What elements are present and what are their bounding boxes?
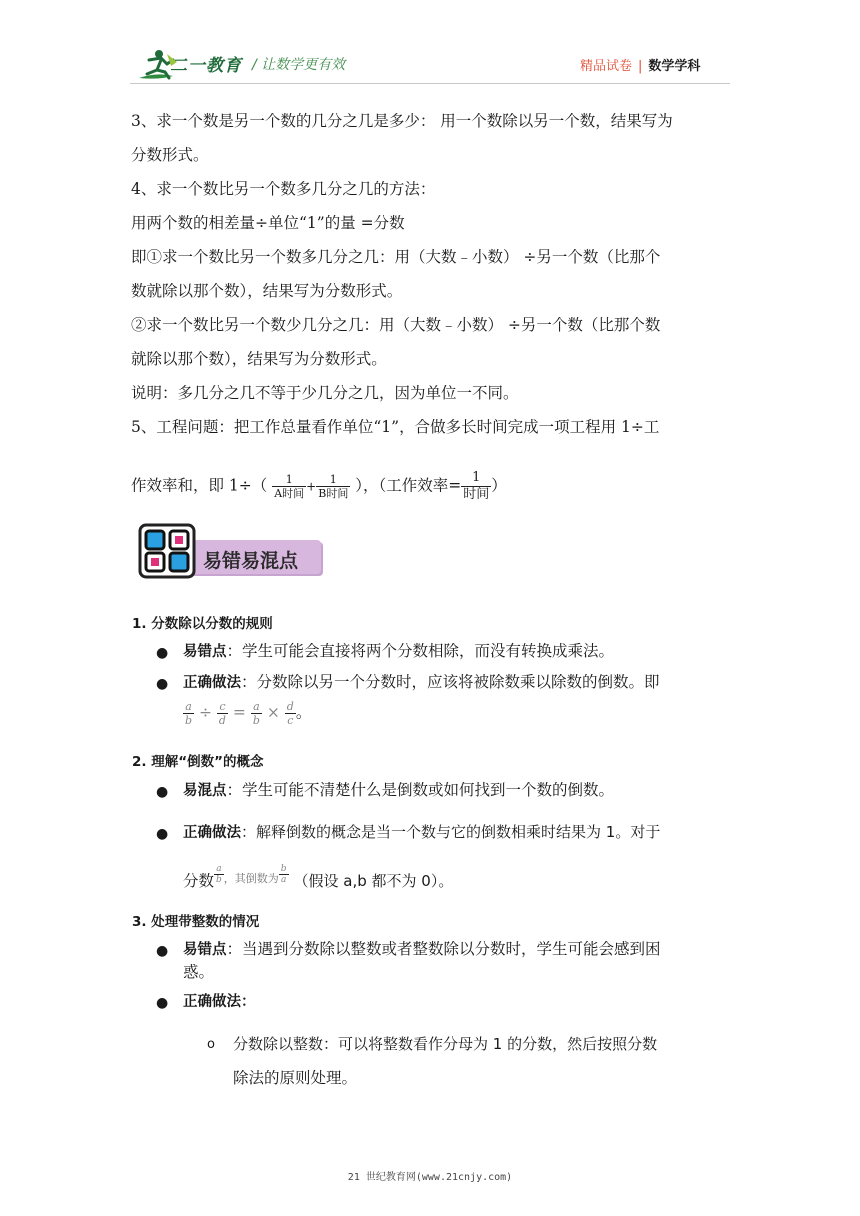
line11-part-c: ） <box>491 476 507 495</box>
numerator: d <box>286 700 294 713</box>
text-assumption: （假设 a,b 都不为 0）。 <box>293 872 454 890</box>
frac-b-over-a-small <box>279 864 289 885</box>
frac1-numerator: 1 <box>272 473 306 487</box>
label-error-point: 易错点 <box>183 644 227 660</box>
item-text: 分数除以整数：可以将整数看作分母为 1 的分数，然后按照分数 <box>233 1035 658 1053</box>
line11-part-b: ），（工作效率= <box>355 476 462 495</box>
frac3-numerator: 1 <box>461 470 491 487</box>
bullet-dot: ● <box>156 826 169 842</box>
period: 。 <box>295 703 312 722</box>
denominator: a <box>280 875 287 885</box>
frac1-denominator: A时间 <box>274 487 305 500</box>
equals-sign: = <box>232 703 246 722</box>
bullet-dot: ● <box>156 943 169 959</box>
page-header <box>0 0 860 84</box>
header-label-paper: 精品试卷 <box>580 59 633 74</box>
body-line-2: 分数形式。 <box>131 146 209 164</box>
list-item-3-1 <box>183 938 661 961</box>
list-item-3-1-cont: 惑。 <box>183 963 215 981</box>
item-heading-3: 3. 处理带整数的情况 <box>132 914 260 930</box>
denominator: d <box>218 714 226 727</box>
item-heading-1: 1. 分数除以分数的规则 <box>132 616 273 632</box>
body-line-7: ②求一个数比另一个数少几分之几：用（大数﹣小数） ÷另一个数（比那个数 <box>131 316 661 334</box>
sub-list-item-1-cont: 除法的原则处理。 <box>233 1069 358 1087</box>
label-confusion-point: 易混点 <box>183 783 227 799</box>
bullet-dot: ● <box>156 676 169 692</box>
sub-bullet-circle: o <box>207 1037 215 1052</box>
body-line-9: 说明：多几分之几不等于少几分之几，因为单位一不同。 <box>131 384 519 402</box>
numerator: a <box>251 700 262 714</box>
header-divider <box>130 83 730 84</box>
item-heading-2: 2. 理解“倒数”的概念 <box>132 754 264 770</box>
page-footer: 21 世纪教育网(www.21cnjy.com) <box>347 1172 513 1183</box>
denominator: b <box>185 714 193 727</box>
item-text: ：解释倒数的概念是当一个数与它的倒数相乘时结果为 1。对于 <box>241 823 661 841</box>
header-label-subject: 数学学科 <box>648 59 701 74</box>
list-item-2-1 <box>183 779 614 802</box>
bullet-dot: ● <box>156 995 169 1011</box>
list-item-3-2 <box>183 990 256 1013</box>
sub-list-item-1 <box>233 1033 657 1055</box>
numerator: b <box>280 864 287 874</box>
body-line-5: 即①求一个数比另一个数多几分之几：用（大数﹣小数） ÷另一个数（比那个 <box>131 248 661 266</box>
body-line-4: 用两个数的相差量÷单位“1”的量 =分数 <box>131 214 405 232</box>
label-correct-method: 正确做法 <box>183 675 241 691</box>
numerator: a <box>183 700 194 714</box>
body-line-8: 就除以那个数），结果写为分数形式。 <box>131 350 387 368</box>
label-error-point: 易错点 <box>183 942 227 958</box>
numerator: c <box>217 700 228 714</box>
numerator: a <box>214 864 224 875</box>
frac2-denominator: B时间 <box>318 487 349 500</box>
frac-c-over-d <box>217 700 228 727</box>
list-item-1-2 <box>183 671 660 694</box>
line11-part-a: 作效率和，即 1÷（ <box>131 476 268 495</box>
list-item-1-1 <box>183 640 614 663</box>
body-line-6: 数就除以那个数），结果写为分数形式。 <box>131 282 403 300</box>
frac2-numerator: 1 <box>316 473 350 487</box>
text-fraction-word: 分数 <box>183 872 215 890</box>
logo-text: 二一教育 <box>170 56 242 76</box>
colon: ： <box>241 994 256 1010</box>
squares-grid-icon <box>138 523 196 579</box>
text-reciprocal-is: ，其倒数为 <box>223 872 279 885</box>
fraction-1-over-a-time <box>272 473 306 500</box>
fraction-1-over-b-time <box>316 473 350 500</box>
section-heading-banner <box>135 520 323 580</box>
body-line-10: 5、工程问题：把工作总量看作单位“1”，合做多长时间完成一项工程用 1÷工 <box>131 418 660 436</box>
header-right <box>580 55 700 74</box>
item-text: ：学生可能不清楚什么是倒数或如何找到一个数的倒数。 <box>226 781 615 799</box>
item-text: ：当遇到分数除以整数或者整数除以分数时，学生可能会感到困 <box>226 940 661 958</box>
header-separator: | <box>638 59 643 74</box>
list-item-2-2 <box>183 821 660 844</box>
body-line-11 <box>131 470 507 503</box>
header-slogan: / 让数学更有效 <box>252 57 346 73</box>
frac-a-over-b <box>183 700 194 727</box>
plus-sign: + <box>306 479 317 494</box>
denominator: b <box>216 875 222 885</box>
denominator: c <box>287 714 294 727</box>
frac-a-over-b-2 <box>251 700 262 727</box>
frac-a-over-b-small <box>214 864 224 885</box>
section-title: 易错易混点 <box>203 550 299 572</box>
frac-d-over-c <box>285 700 296 727</box>
list-item-2-2-cont <box>183 864 453 892</box>
formula-reciprocal-division <box>183 700 311 727</box>
label-correct-method: 正确做法 <box>183 994 241 1010</box>
body-line-3: 4、求一个数比另一个数多几分之几的方法： <box>131 180 436 198</box>
frac3-denominator: 时间 <box>463 487 490 502</box>
fraction-1-over-time <box>461 470 491 503</box>
bullet-dot: ● <box>156 645 169 661</box>
bullet-dot: ● <box>156 784 169 800</box>
item-text: ：分数除以另一个分数时，应该将被除数乘以除数的倒数。即 <box>241 673 660 691</box>
divide-sign: ÷ <box>198 703 212 722</box>
denominator: b <box>252 714 260 727</box>
times-sign: × <box>266 703 280 722</box>
label-correct-method: 正确做法 <box>183 825 241 841</box>
item-text: ：学生可能会直接将两个分数相除，而没有转换成乘法。 <box>226 642 615 660</box>
body-line-1: 3、求一个数是另一个数的几分之几是多少： 用一个数除以另一个数，结果写为 <box>131 112 673 130</box>
